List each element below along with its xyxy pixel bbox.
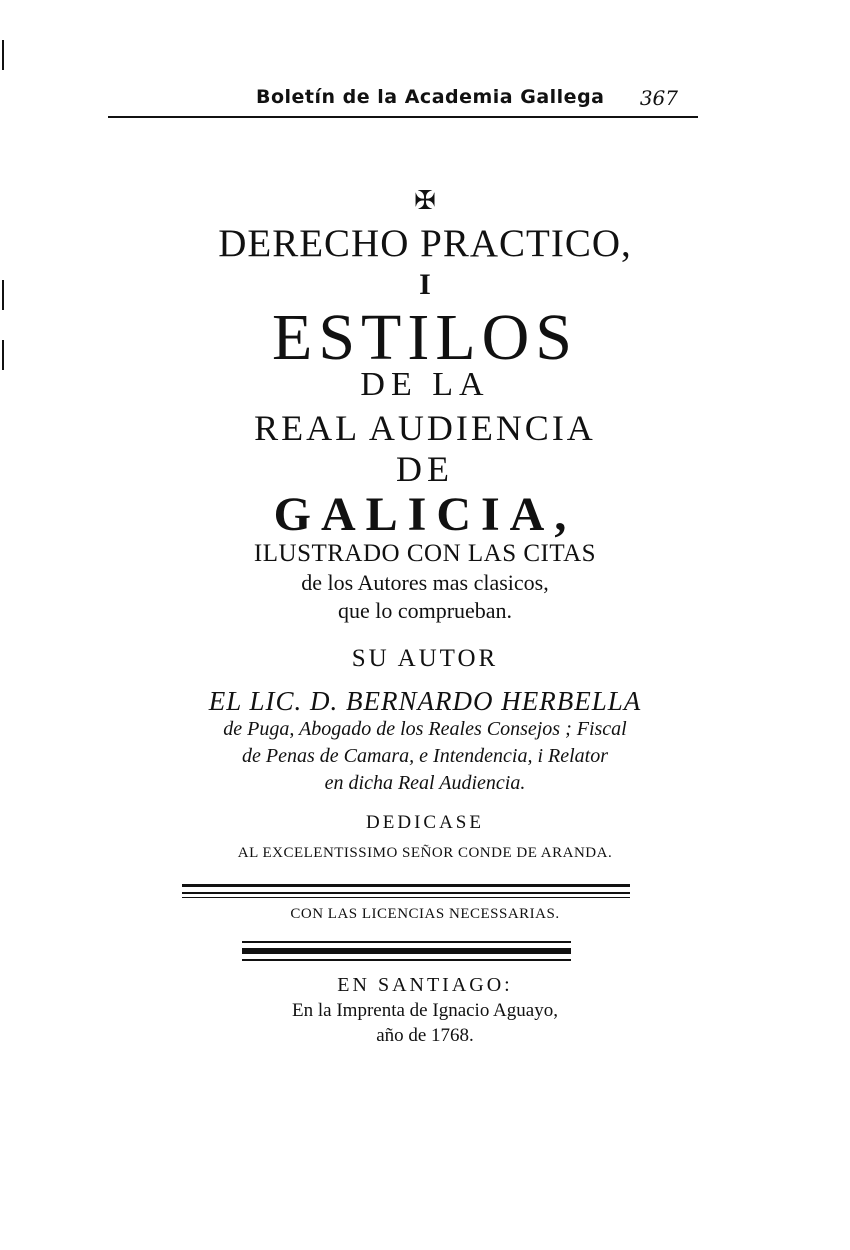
- author-name: EL LIC. D. BERNARDO HERBELLA: [208, 686, 642, 716]
- licence-line: CON LAS LICENCIAS NECESSARIAS.: [290, 906, 560, 922]
- subtitle-line-3: que lo comprueban.: [337, 598, 513, 623]
- page-number: 367: [639, 86, 678, 110]
- title-line-3: ESTILOS: [272, 301, 578, 374]
- divider-rule: [182, 892, 630, 894]
- dedication-line: AL EXCELENTISSIMO SEÑOR CONDE DE ARANDA.: [237, 845, 613, 861]
- subtitle-line-1: ILUSTRADO CON LAS CITAS: [253, 540, 597, 567]
- divider-rule: [242, 941, 571, 943]
- scan-edge-mark: [2, 40, 4, 70]
- author-titles-line-3: en dicha Real Audiencia.: [324, 772, 526, 794]
- author-titles-line-2: de Penas de Camara, e Intendencia, i Relator: [241, 745, 609, 767]
- divider-rule: [182, 884, 630, 887]
- subtitle-line-2: de los Autores mas clasicos,: [301, 570, 549, 595]
- title-line-2: I: [419, 268, 431, 301]
- cross-ornament-icon: ✠: [414, 186, 436, 216]
- imprint-place: EN SANTIAGO:: [337, 974, 513, 996]
- divider-rule: [242, 959, 571, 961]
- author-titles-line-1: de Puga, Abogado de los Reales Consejos ; Fiscal: [223, 718, 627, 740]
- dedication-heading: DEDICASE: [366, 812, 484, 833]
- imprint-printer: En la Imprenta de Ignacio Aguayo,: [292, 1000, 558, 1021]
- title-line-4: DE LA: [360, 366, 490, 403]
- author-heading: SU AUTOR: [351, 645, 499, 672]
- imprint-year: año de 1768.: [376, 1025, 474, 1046]
- running-header: [108, 78, 698, 118]
- running-title: Boletín de la Academia Gallega: [256, 86, 605, 108]
- divider-rule: [242, 948, 571, 954]
- title-line-1: DERECHO PRACTICO,: [218, 222, 632, 265]
- divider-rule: [182, 897, 630, 898]
- title-line-5: REAL AUDIENCIA: [254, 408, 596, 448]
- title-line-7: GALICIA,: [273, 488, 577, 541]
- title-line-6: DE: [396, 449, 454, 489]
